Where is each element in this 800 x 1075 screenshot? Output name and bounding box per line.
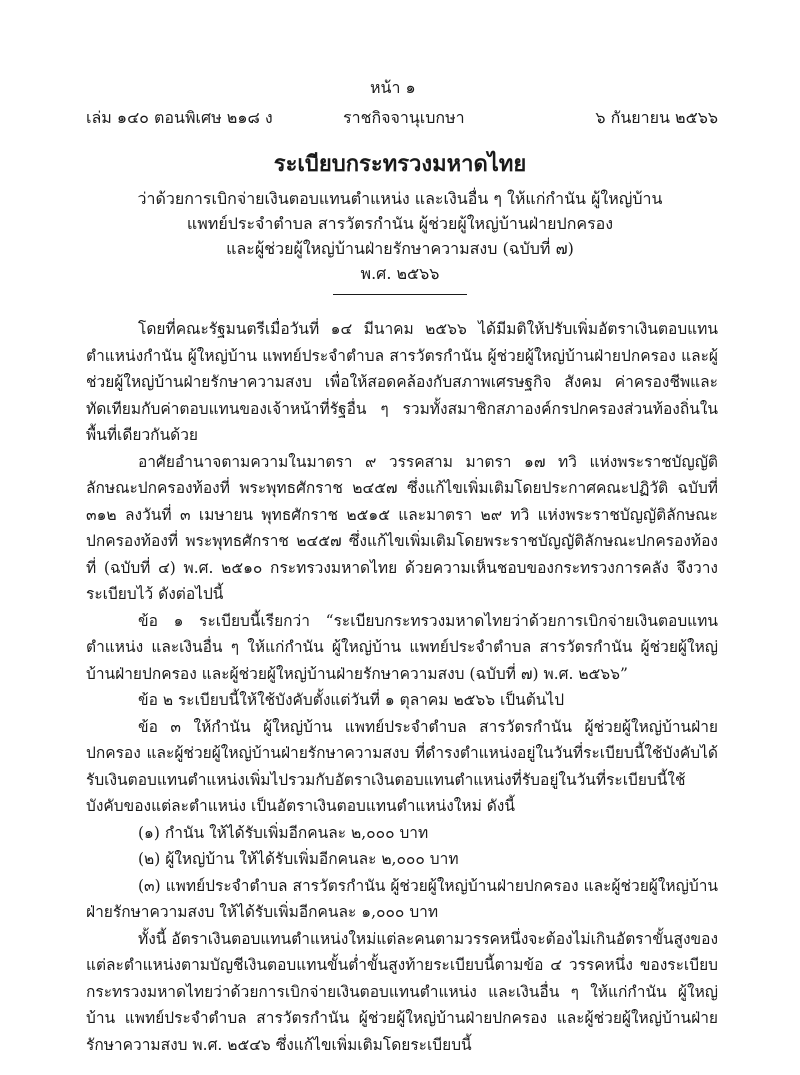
clause-3: ข้อ ๓ ให้กำนัน ผู้ใหญ่บ้าน แพทย์ประจำตำบล สารวัตรกำนัน ผู้ช่วยผู้ใหญ่บ้านฝ่ายปกครอง และผู้ช่วยผู้ใหญ่บ้านฝ่ายรักษาความสงบ ที่ดำรงตำแหน่งอยู่ในวันที่ระเบียบนี้ใช้บังคับได้รับเงินตอบแทนตำแหน่งเพิ่มไปรวมกับอัตราเงินตอบแทนตำแหน่งที่รับอยู่ในวันที่ระเบียบนี้ใช้บังคับของแต่ละตำแหน่ง เป็นอัตราเงินตอบแทนตำแหน่งใหม่ ดังนี้ — [86, 717, 718, 815]
clause-3-item-1: (๑) กำนัน ให้ได้รับเพิ่มอีกคนละ ๒,๐๐๐ บาท — [138, 823, 429, 842]
preamble-paragraph: โดยที่คณะรัฐมนตรีเมื่อวันที่ ๑๔ มีนาคม ๒๕๖๖ ได้มีมติให้ปรับเพิ่มอัตราเงินตอบแทนตำแหน่งกำนัน ผู้ใหญ่บ้าน แพทย์ประจำตำบล สารวัตรกำนัน ผู้ช่วยผู้ใหญ่บ้านฝ่ายปกครอง และผู้ช่วยผู้ใหญ่บ้านฝ่ายรักษาความสงบ เพื่อให้สอดคล้องกับสภาพเศรษฐกิจ สังคม ค่าครองชีพและทัดเทียมกับค่าตอบแทนของเจ้าหน้าที่รัฐอื่น ๆ รวมทั้งสมาชิกสภาองค์กรปกครองส่วนท้องถิ่นในพื้นที่เดียวกันด้วย — [86, 320, 718, 444]
page-number: หน้า ๑ — [370, 78, 416, 97]
gazette-name: ราชกิจจานุเบกษา — [343, 108, 465, 127]
authority-paragraph: อาศัยอำนาจตามความในมาตรา ๙ วรรคสาม มาตรา ๑๗ ทวิ แห่งพระราชบัญญัติลักษณะปกครองท้องที่ พระพุทธศักราช ๒๔๕๗ ซึ่งแก้ไขเพิ่มเติมโดยประกาศคณะปฏิวัติ ฉบับที่ ๓๑๒ ลงวันที่ ๓ เมษายน พุทธศักราช ๒๕๑๕ และมาตรา ๒๙ ทวิ แห่งพระราชบัญญัติลักษณะปกครองท้องที่ พระพุทธศักราช ๒๔๕๗ ซึ่งแก้ไขเพิ่มเติมโดยพระราชบัญญัติลักษณะปกครองท้องที่ (ฉบับที่ ๔) พ.ศ. ๒๕๑๐ กระทรวงมหาดไทย ด้วยความเห็นชอบของกระทรวงการคลัง จึงวางระเบียบไว้ ดังต่อไปนี้ — [86, 452, 718, 603]
title-block — [0, 150, 800, 295]
clause-1: ข้อ ๑ ระเบียบนี้เรียกว่า “ระเบียบกระทรวงมหาดไทยว่าด้วยการเบิกจ่ายเงินตอบแทนตำแหน่ง และเงินอื่น ๆ ให้แก่กำนัน ผู้ใหญ่บ้าน แพทย์ประจำตำบล สารวัตรกำนัน ผู้ช่วยผู้ใหญ่บ้านฝ่ายปกครอง และผู้ช่วยผู้ใหญ่บ้านฝ่ายรักษาความสงบ (ฉบับที่ ๗) พ.ศ. ๒๕๖๖” — [86, 611, 718, 683]
clause-2: ข้อ ๒ ระเบียบนี้ให้ใช้บังคับตั้งแต่วันที่ ๑ ตุลาคม ๒๕๖๖ เป็นต้นไป — [138, 691, 565, 709]
title-divider — [333, 294, 467, 295]
subtitle-line-1: ว่าด้วยการเบิกจ่ายเงินตอบแทนตำแหน่ง และเงินอื่น ๆ ให้แก่กำนัน ผู้ใหญ่บ้าน — [137, 189, 663, 208]
volume-issue: เล่ม ๑๔๐ ตอนพิเศษ ๒๑๘ ง — [86, 108, 273, 127]
closing-paragraph: ทั้งนี้ อัตราเงินตอบแทนตำแหน่งใหม่แต่ละคนตามวรรคหนึ่งจะต้องไม่เกินอัตราขั้นสูงของแต่ละตำแหน่งตามบัญชีเงินตอบแทนขั้นต่ำขั้นสูงท้ายระเบียบนี้ตามข้อ ๔ วรรคหนึ่ง ของระเบียบกระทรวงมหาดไทยว่าด้วยการเบิกจ่ายเงินตอบแทนตำแหน่ง และเงินอื่น ๆ ให้แก่กำนัน ผู้ใหญ่บ้าน แพทย์ประจำตำบล สารวัตรกำนัน ผู้ช่วยผู้ใหญ่บ้านฝ่ายปกครอง และผู้ช่วยผู้ใหญ่บ้านฝ่ายรักษาความสงบ พ.ศ. ๒๕๔๖ ซึ่งแก้ไขเพิ่มเติมโดยระเบียบนี้ — [86, 929, 719, 1054]
publication-date: ๖ กันยายน ๒๕๖๖ — [595, 108, 718, 127]
clause-3-item-3: (๓) แพทย์ประจำตำบล สารวัตรกำนัน ผู้ช่วยผู้ใหญ่บ้านฝ่ายปกครอง และผู้ช่วยผู้ใหญ่บ้านฝ่ายรักษาความสงบ ให้ได้รับเพิ่มอีกคนละ ๑,๐๐๐ บาท — [86, 876, 718, 921]
document-title: ระเบียบกระทรวงมหาดไทย — [273, 151, 527, 177]
subtitle-line-3: และผู้ช่วยผู้ใหญ่บ้านฝ่ายรักษาความสงบ (ฉบับที่ ๗) — [226, 239, 574, 258]
document-body — [86, 316, 718, 1058]
subtitle-line-2: แพทย์ประจำตำบล สารวัตรกำนัน ผู้ช่วยผู้ใหญ่บ้านฝ่ายปกครอง — [186, 214, 614, 233]
subtitle-year: พ.ศ. ๒๕๖๖ — [360, 264, 440, 283]
clause-3-item-2: (๒) ผู้ใหญ่บ้าน ให้ได้รับเพิ่มอีกคนละ ๒,๐๐๐ บาท — [138, 850, 459, 868]
running-header — [86, 106, 718, 128]
